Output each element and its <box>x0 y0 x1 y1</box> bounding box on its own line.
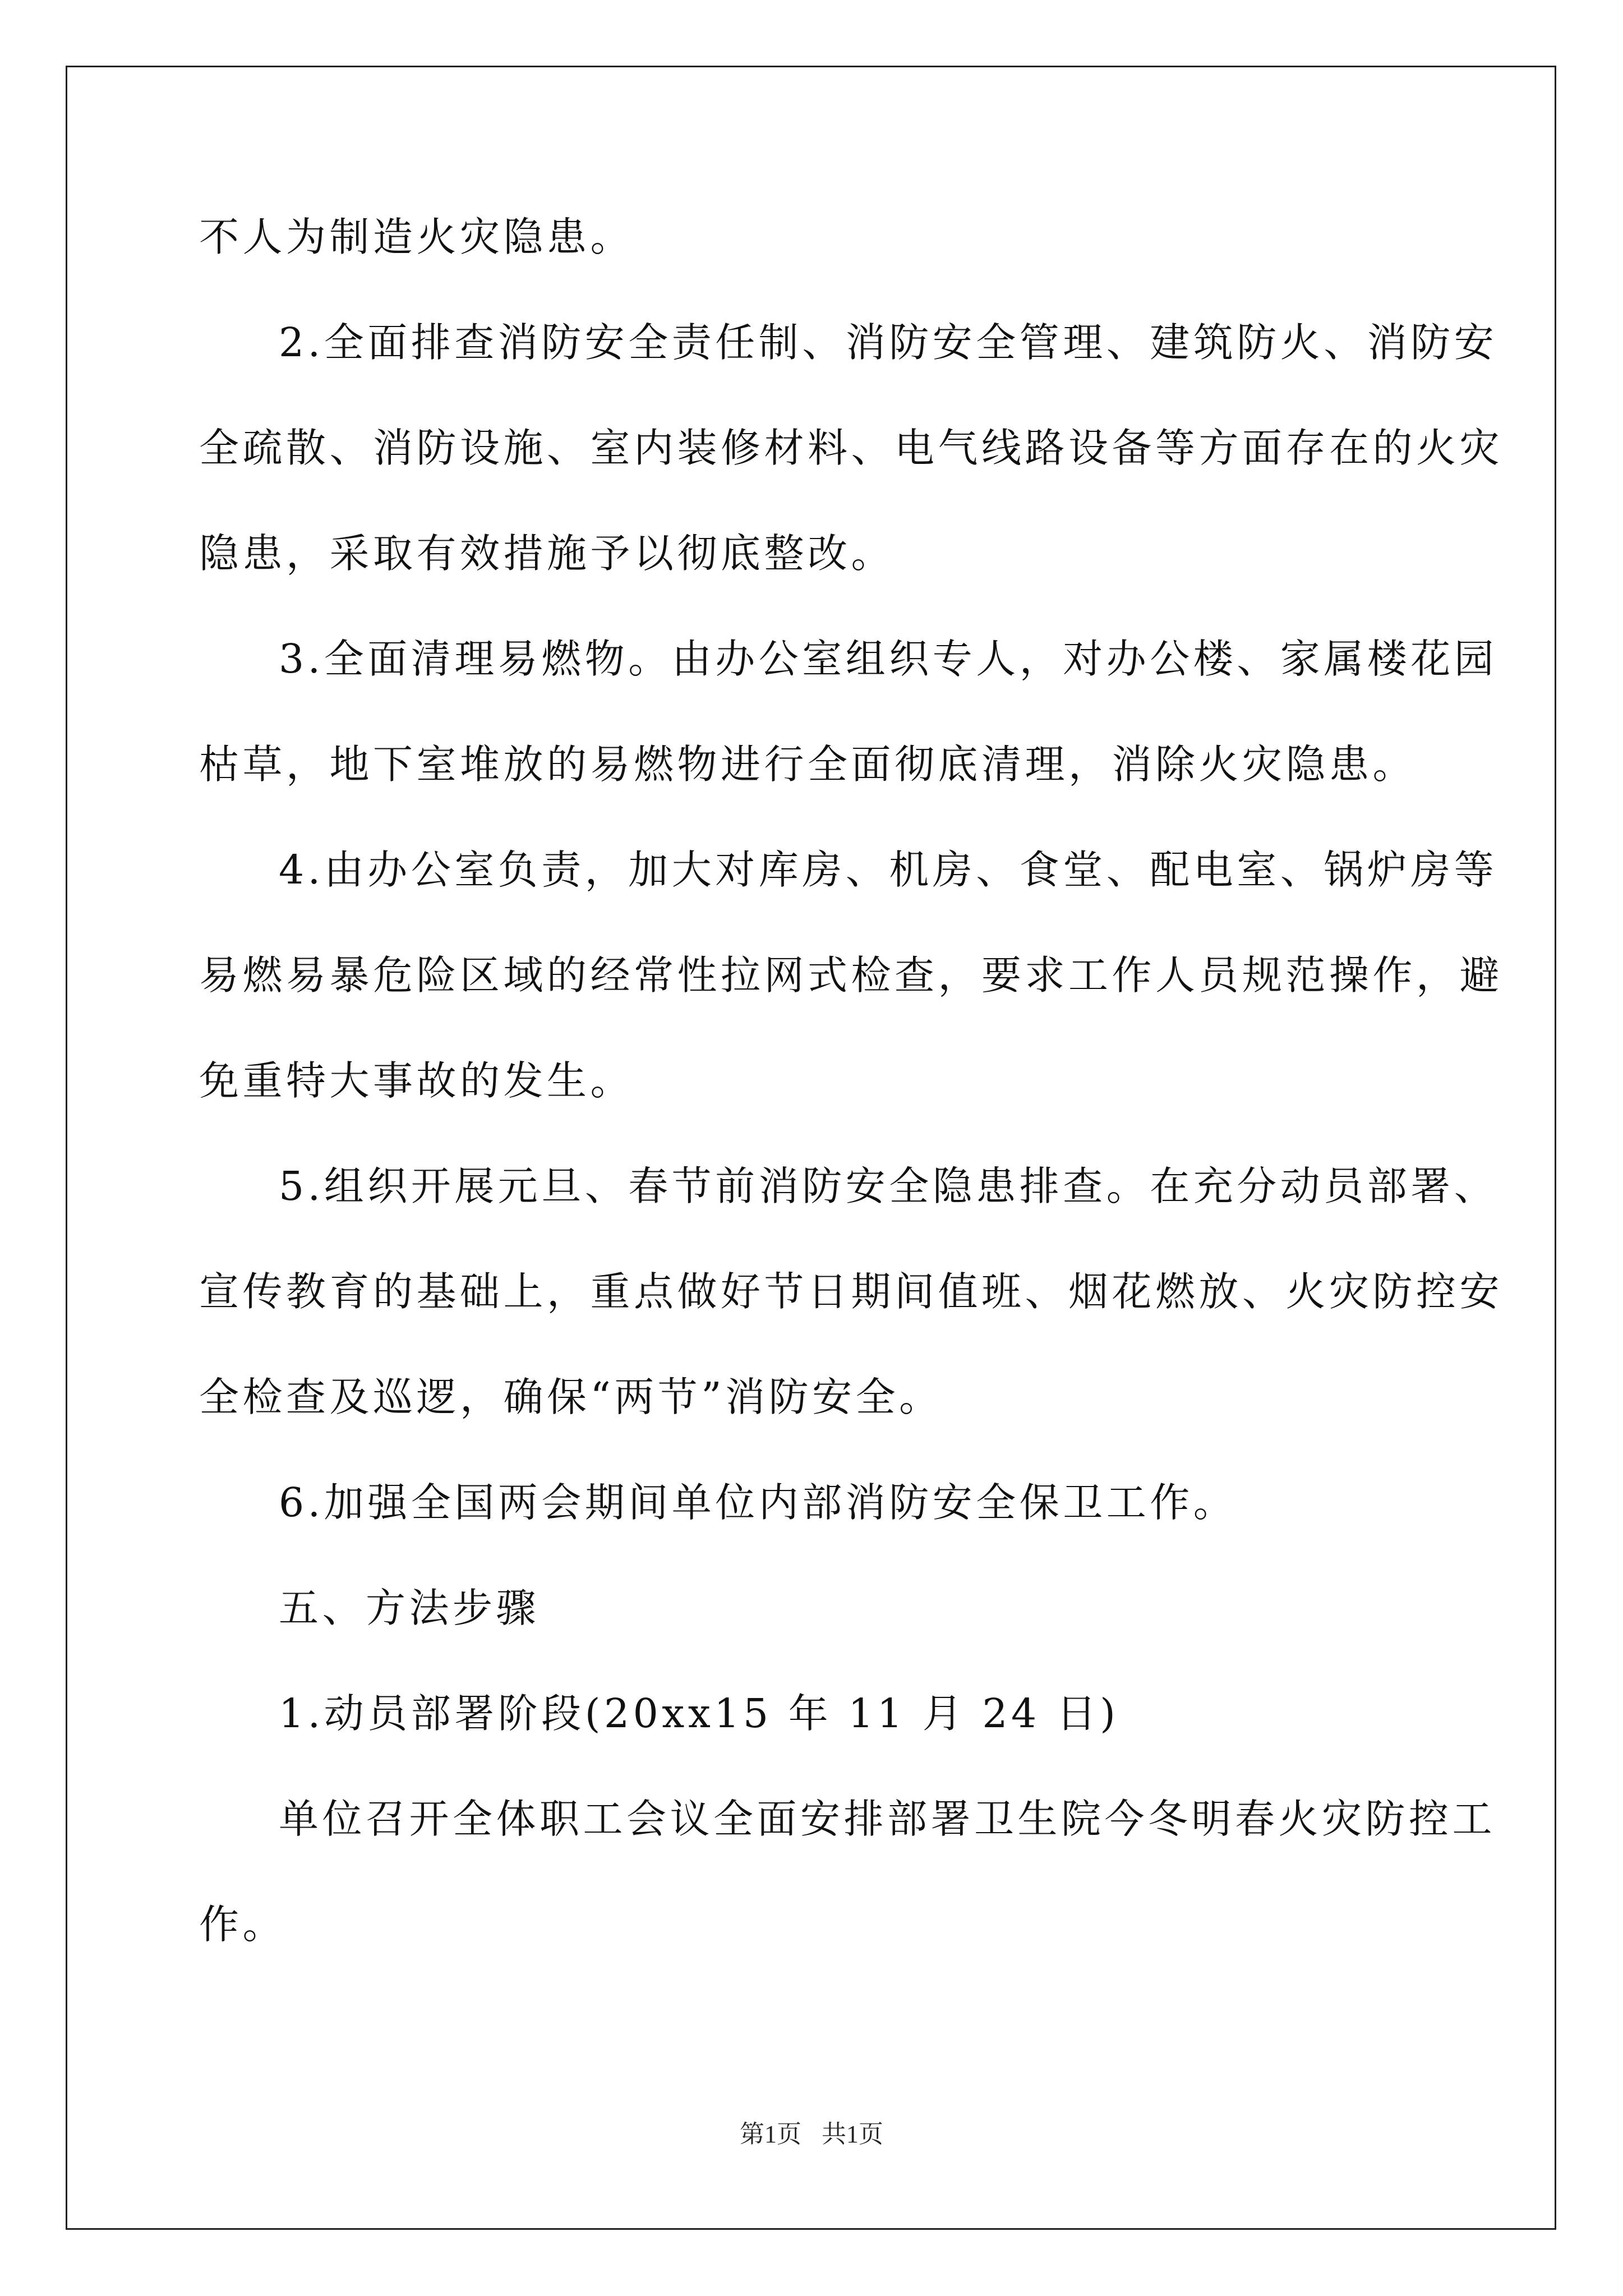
text-line: 1.动员部署阶段(20xx15 年 11 月 24 日) <box>279 1690 1119 1737</box>
page-total: 共1页 <box>822 2120 883 2148</box>
text-line: 不人为制造火灾隐患。 <box>199 214 634 260</box>
text-line: 4.由办公室负责，加大对库房、机房、食堂、配电室、锅炉房等 <box>279 846 1498 893</box>
text-line: 隐患，采取有效措施予以彻底整改。 <box>199 530 895 577</box>
text-line: 6.加强全国两会期间单位内部消防安全保卫工作。 <box>279 1479 1237 1526</box>
text-line: 枯草，地下室堆放的易燃物进行全面彻底清理，消除火灾隐患。 <box>199 741 1417 788</box>
text-line: 全疏散、消防设施、室内装修材料、电气线路设备等方面存在的火灾 <box>199 425 1504 471</box>
text-line: 单位召开全体职工会议全面安排部署卫生院今冬明春火灾防控工 <box>279 1796 1496 1842</box>
text-line: 易燃易暴危险区域的经常性拉网式检查，要求工作人员规范操作，避 <box>199 952 1504 999</box>
text-line: 全检查及巡逻，确保“两节”消防安全。 <box>199 1374 943 1420</box>
section-heading: 五、方法步骤 <box>279 1585 540 1631</box>
text-line: 2.全面排查消防安全责任制、消防安全管理、建筑防火、消防安 <box>279 319 1498 366</box>
text-line: 3.全面清理易燃物。由办公室组织专人，对办公楼、家属楼花园 <box>279 636 1498 682</box>
page-number: 第1页 <box>740 2120 801 2148</box>
page-border <box>66 66 1556 2230</box>
text-line: 宣传教育的基础上，重点做好节日期间值班、烟花燃放、火灾防控安 <box>199 1268 1504 1315</box>
text-line: 5.组织开展元旦、春节前消防安全隐患排查。在充分动员部署、 <box>279 1163 1498 1209</box>
text-line: 免重特大事故的发生。 <box>199 1057 634 1104</box>
text-line: 作。 <box>199 1901 287 1948</box>
page-footer <box>0 2118 1623 2151</box>
